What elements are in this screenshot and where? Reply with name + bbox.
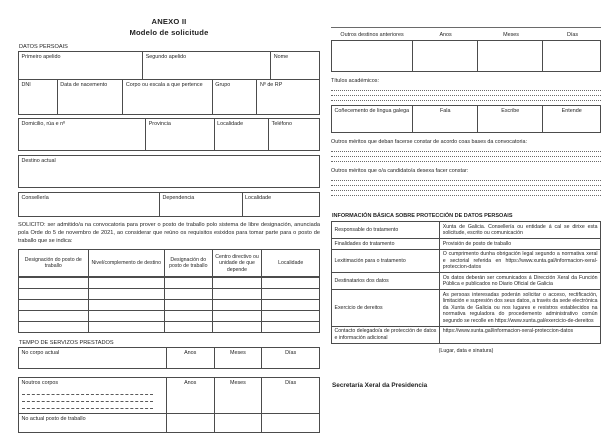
meritos-candidato-label: Outros méritos que o/a candidato/a desexa facer constar: [331, 168, 469, 174]
prot-label-finalidades: Finalidades do tratamento [332, 239, 440, 249]
postos-empty-row [18, 288, 320, 300]
outros-destinos-block [331, 27, 601, 72]
postos-empty-cell [19, 289, 89, 299]
field-domicilio: Domicilio, rúa e nº [19, 119, 146, 150]
titulos-academicos-label: Títulos académicos: [331, 78, 379, 84]
prot-label-responsable: Responsable do tratamento [332, 222, 440, 238]
postos-empty-cell [262, 300, 319, 310]
field-localidade-2: Localidade [245, 194, 272, 201]
field-telefono: Teléfono [271, 120, 293, 127]
field-segundo-apelido: Segundo apelido [143, 52, 271, 79]
postos-empty-cell [19, 311, 89, 321]
cell-anos-actual-posto [167, 414, 215, 432]
section-tempo-servizos: TEMPO DE SERVIZOS PRESTADOS [19, 340, 114, 347]
prot-row-responsable [331, 221, 601, 239]
prot-value-responsable: Xunta de Galicia. Consellería ou entidade á cal se dirixe esta solicitude, escrito ou comunicación [442, 223, 598, 236]
postos-empty-cell [262, 311, 319, 321]
col-anos-noutros: Anos [167, 378, 215, 413]
postos-empty-cell [262, 278, 319, 288]
meritos-bases-label: Outros méritos que deban facerse constar de acordo coas bases da convocatoria: [331, 139, 527, 145]
solicito-paragraph: SOLICITO: ser admitido/a na convocatoria para prover o posto de traballo polo sistema de libre designación, anunciada pola Orde do 5 de novembro de 2021, ao considerar que reúno os requisitos esixidos para tomar parte para o posto de traballo que se indica: [18, 222, 320, 244]
postos-empty-cell [262, 289, 319, 299]
row-corpo-actual [18, 347, 320, 369]
field-noutros-corpos [19, 378, 167, 413]
postos-empty-cell [19, 300, 89, 310]
field-lingua-galega: Coñecemento de lingua galega [332, 106, 413, 132]
prot-value-contacto: https://www.xunta.gal/informacion-xeral-proteccion-datos [442, 328, 574, 334]
noutros-corpos-lines [22, 388, 164, 409]
postos-empty-cell [262, 322, 319, 332]
postos-empty-cell [213, 322, 263, 332]
postos-header-nivel: Nivel/complemento de destino [89, 250, 165, 276]
cell-anos-anterior [413, 41, 478, 71]
outros-destinos-label: Outros destinos anteriores [340, 32, 404, 38]
postos-empty-cell [89, 300, 165, 310]
postos-header-localidade: Localidade [278, 260, 304, 267]
postos-empty-row [18, 310, 320, 322]
postos-empty-cell [165, 311, 213, 321]
cell-meses-anterior [478, 41, 543, 71]
right-column [331, 27, 601, 389]
postos-header-designacion: Designación do posto de traballo [19, 250, 89, 276]
col-dias-corpo-actual: Días [285, 349, 297, 356]
noutros-corpos-label: Noutros corpos [21, 379, 59, 386]
proteccion-datos-table [331, 221, 601, 344]
prot-row-finalidades [331, 238, 601, 250]
field-corpo-escala: Corpo ou escala a que pertence [123, 80, 212, 114]
outros-destinos-header [331, 30, 601, 41]
postos-empty-cell [165, 289, 213, 299]
form-title [18, 16, 320, 38]
lingua-galega-row [331, 105, 601, 133]
postos-empty-cell [213, 278, 263, 288]
field-dni: DNI [19, 80, 58, 114]
meritos-candidato-lines [331, 176, 601, 196]
col-anos-corpo-actual: Anos [167, 348, 215, 368]
postos-empty-cell [89, 322, 165, 332]
col-meses-noutros: Meses [215, 378, 263, 413]
field-no-corpo-actual: No corpo actual [19, 348, 167, 368]
postos-empty-cell [165, 322, 213, 332]
postos-empty-cell [213, 300, 263, 310]
prot-label-contacto: Contacto delegado/a de protección de datos e información adicional [332, 327, 440, 343]
proteccion-datos-title: INFORMACIÓN BÁSICA SOBRE PROTECCIÓN DE DATOS PERSOAIS [332, 213, 513, 219]
col-escribe: Escribe [478, 106, 543, 132]
postos-header-centro-directivo: Centro directivo ou unidade de que depende [213, 250, 263, 276]
prot-value-lexitimacion: O cumprimento dunha obrigación legal segundo a normativa xeral e sectorial referida en https://www.xunta.gal/informacion-xeral-proteccion-datos [442, 251, 598, 270]
dotted-write-line [331, 157, 601, 162]
meritos-bases-lines [331, 147, 601, 162]
dash-write-line [22, 395, 154, 402]
postos-empty-row [18, 299, 320, 311]
dotted-write-line [331, 96, 601, 101]
dash-write-line [22, 388, 154, 395]
field-localidade: Localidade [215, 119, 270, 150]
postos-empty-cell [89, 311, 165, 321]
dash-write-line [22, 402, 154, 409]
postos-empty-cell [213, 311, 263, 321]
postos-empty-row [18, 321, 320, 333]
left-column [18, 16, 320, 433]
titulos-lines [331, 86, 601, 101]
title-line-1: ANEXO II [151, 17, 187, 26]
prot-value-finalidades: Provisión de posto de traballo [442, 240, 512, 247]
prot-row-exercicio [331, 289, 601, 327]
prot-value-exercicio: As persoas interesadas poderán solicitar o acceso, rectificación, limitación e supresión dos seus datos, a través da sede electrónica da Xunta de Galicia ou nos lugares e rexistros establecidos na normativa reguladora do procedemento administrativo común segundo se recolle en https://www.xunta.gal/exercicio-de-dereitos [442, 291, 598, 324]
postos-empty-cell [19, 322, 89, 332]
row-destino-actual [18, 155, 320, 188]
col-meses-destinos: Meses [503, 32, 520, 38]
signature-note: (Lugar, data e sinatura) [438, 347, 494, 354]
row-apelidos [18, 51, 320, 80]
col-meses-corpo-actual: Meses [215, 348, 263, 368]
field-data-nacemento: Data de nacemento [58, 80, 124, 114]
prot-row-lexitimacion [331, 249, 601, 274]
cell-meses-actual-posto [215, 414, 263, 432]
postos-table [18, 249, 320, 333]
col-entende: Entende [561, 107, 582, 114]
field-conselleria: Consellería [19, 193, 160, 216]
outros-destinos-box [331, 40, 601, 72]
field-provincia: Provincia [146, 119, 214, 150]
field-dependencia: Dependencia [160, 193, 243, 216]
col-dias-noutros: Días [285, 379, 297, 386]
field-nome: Nome [273, 53, 289, 60]
postos-empty-cell [165, 278, 213, 288]
postos-empty-rows [18, 277, 320, 333]
postos-header-designacion-2: Designación do posto de traballo [165, 250, 213, 276]
cell-dias-anterior [543, 41, 600, 71]
cell-destino-anterior [332, 41, 413, 71]
postos-empty-row [18, 277, 320, 289]
postos-empty-cell [89, 278, 165, 288]
field-destino-actual: Destino actual [21, 157, 56, 164]
prot-label-destinatarios: Destinatarios dos datos [332, 273, 440, 289]
row-dni [18, 79, 320, 115]
col-dias-destinos: Días [566, 32, 579, 38]
row-domicilio [18, 118, 320, 151]
col-fala: Fala [413, 106, 478, 132]
row-conselleria [18, 192, 320, 217]
postos-empty-cell [165, 300, 213, 310]
section-datos-persoais: DATOS PERSOAIS [19, 44, 68, 50]
postos-empty-cell [213, 289, 263, 299]
dotted-write-line [331, 191, 601, 196]
row-noutros-corpos [18, 377, 320, 414]
postos-empty-cell [89, 289, 165, 299]
field-no-actual-posto: No actual posto de traballo [19, 414, 167, 432]
field-grupo: Grupo [213, 80, 258, 114]
prot-row-destinatarios [331, 272, 601, 290]
footer-org: Secretaría Xeral da Presidencia [332, 381, 428, 389]
prot-row-contacto [331, 326, 601, 344]
title-line-2: Modelo de solicitude [129, 28, 209, 37]
postos-empty-cell [19, 278, 89, 288]
field-primeiro-apelido: Primeiro apelido [19, 52, 143, 79]
row-actual-posto [18, 413, 320, 433]
prot-value-destinatarios: Os datos deberán ser comunicados á Dirección Xeral da Función Pública e publicados no Diario Oficial de Galicia [442, 274, 598, 287]
prot-label-exercicio: Exercicio de dereitos [332, 290, 440, 326]
col-anos-destinos: Anos [439, 32, 452, 38]
postos-header-row [18, 249, 320, 277]
prot-label-lexitimacion: Lexitimación para o tratamento [332, 250, 440, 273]
cell-dias-actual-posto [262, 414, 319, 432]
field-num-rp: Nº de RP [259, 81, 283, 88]
